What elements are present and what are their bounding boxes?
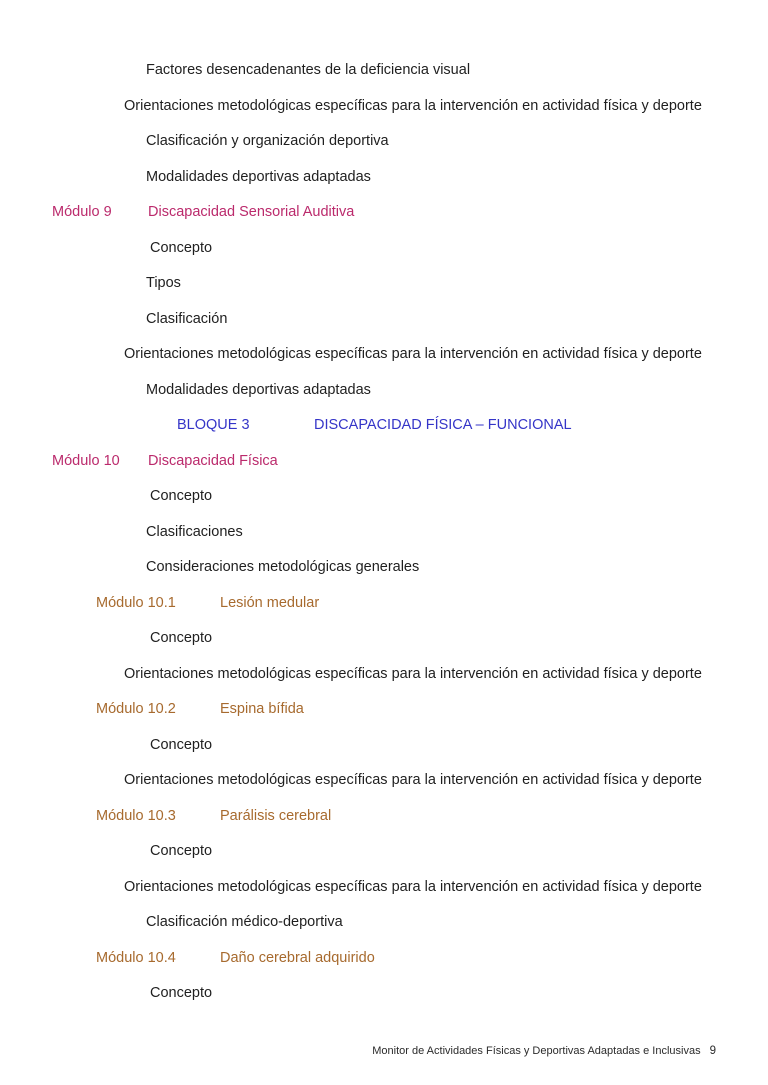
submodule-label: Módulo 10.1 — [96, 594, 176, 611]
page-footer — [372, 1044, 716, 1059]
toc-item: Clasificación y organización deportiva — [146, 133, 389, 149]
submodule-title: Lesión medular — [220, 594, 320, 611]
submodule-heading — [96, 941, 768, 977]
bloque-label: BLOQUE 3 — [177, 417, 250, 433]
submodule-label: Módulo 10.3 — [96, 807, 176, 824]
footer-title: Monitor de Actividades Físicas y Deportivas Adaptadas e Inclusivas — [372, 1045, 701, 1057]
module-heading — [52, 444, 768, 480]
toc-item: Clasificación — [146, 310, 228, 327]
module-label: Módulo 10 — [52, 452, 120, 469]
submodule-heading — [96, 692, 768, 728]
submodule-title: Daño cerebral adquirido — [220, 949, 375, 966]
toc-item: Orientaciones metodológicas específicas para la intervención en actividad física y deporte — [124, 346, 702, 362]
module-title: Discapacidad Física — [148, 452, 278, 469]
toc-item: Factores desencadenantes de la deficiencia visual — [146, 62, 471, 78]
toc-item: Modalidades deportivas adaptadas — [146, 381, 371, 398]
toc-item: Orientaciones metodológicas específicas para la intervención en actividad física y deporte — [124, 97, 702, 114]
module-label: Módulo 9 — [52, 204, 112, 220]
toc-item: Orientaciones metodológicas específicas para la intervención en actividad física y deporte — [124, 665, 702, 682]
page-number: 9 — [709, 1045, 716, 1057]
submodule-title: Espina bífida — [220, 701, 304, 717]
bloque-title: DISCAPACIDAD FÍSICA – FUNCIONAL — [314, 417, 572, 433]
toc-item: Orientaciones metodológicas específicas para la intervención en actividad física y deporte — [124, 772, 702, 788]
submodule-heading — [96, 799, 768, 835]
toc-item: Concepto — [150, 630, 213, 646]
module-heading — [52, 195, 768, 231]
toc-item: Orientaciones metodológicas específicas para la intervención en actividad física y deporte — [124, 878, 702, 895]
toc-item: Clasificación médico-deportiva — [146, 914, 343, 930]
toc-content — [0, 53, 768, 1012]
toc-item: Clasificaciones — [146, 523, 243, 540]
toc-item: Modalidades deportivas adaptadas — [146, 168, 371, 185]
submodule-label: Módulo 10.4 — [96, 949, 176, 966]
toc-item: Tipos — [146, 275, 181, 291]
submodule-title: Parálisis cerebral — [220, 807, 332, 824]
submodule-heading — [96, 586, 768, 622]
toc-item: Concepto — [150, 488, 213, 504]
toc-item: Concepto — [150, 736, 213, 753]
toc-item: Concepto — [150, 843, 213, 859]
submodule-label: Módulo 10.2 — [96, 701, 176, 717]
toc-item: Concepto — [150, 239, 213, 256]
toc-item: Consideraciones metodológicas generales — [146, 559, 420, 575]
bloque-heading — [177, 408, 768, 444]
module-title: Discapacidad Sensorial Auditiva — [148, 204, 355, 220]
toc-item: Concepto — [150, 985, 213, 1001]
